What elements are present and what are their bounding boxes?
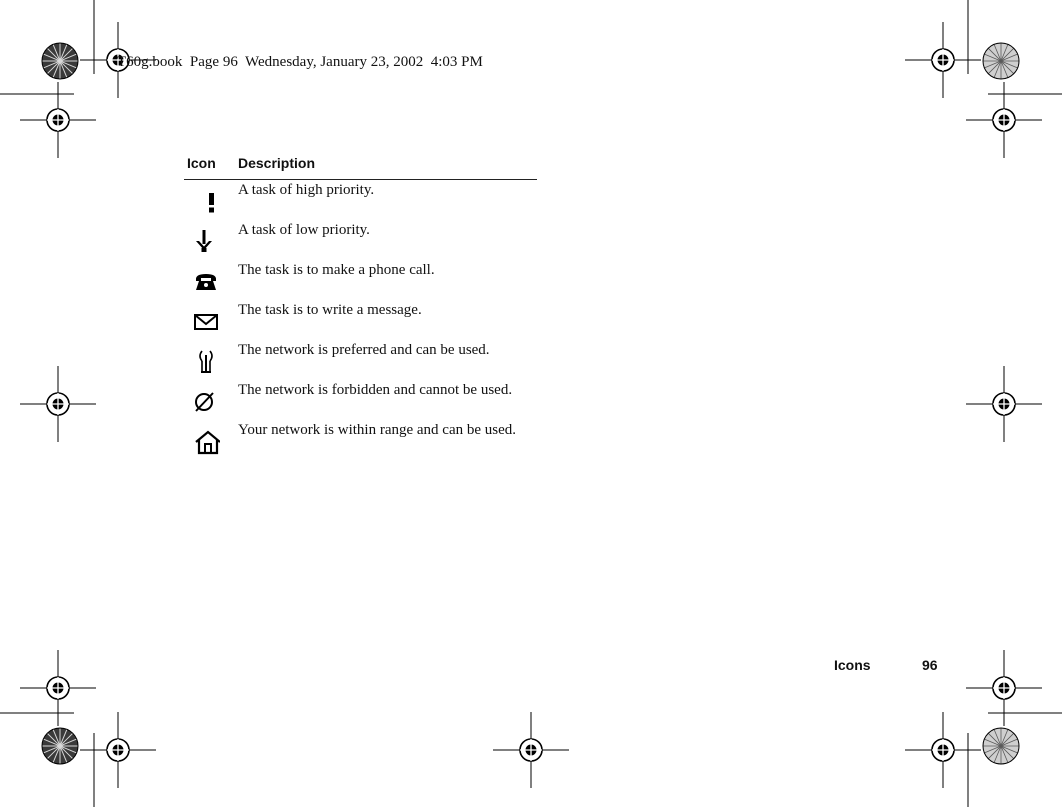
description-column-header: Description	[238, 155, 316, 171]
table-row	[184, 302, 537, 342]
phone-icon	[192, 267, 220, 295]
exclamation-icon	[192, 187, 220, 215]
row-description: A task of high priority.	[238, 182, 375, 198]
row-description: The task is to write a message.	[238, 302, 422, 318]
icon-column-header: Icon	[187, 155, 216, 171]
table-row	[184, 182, 537, 222]
table-row	[184, 342, 537, 382]
table-row	[184, 422, 537, 462]
page-number: 96	[922, 657, 938, 673]
row-description: A task of low priority.	[238, 222, 370, 238]
antenna-icon	[192, 347, 220, 375]
row-description: Your network is within range and can be used.	[238, 422, 517, 438]
header-rule	[184, 179, 537, 180]
home-icon	[192, 427, 220, 455]
envelope-icon	[192, 307, 220, 335]
row-description: The network is preferred and can be used.	[238, 342, 490, 358]
book-info-header: T60g.book Page 96 Wednesday, January 23, 2002 4:03 PM	[117, 54, 483, 70]
table-row	[184, 382, 537, 422]
row-description: The network is forbidden and cannot be used.	[238, 382, 513, 398]
section-title: Icons	[834, 657, 871, 673]
row-description: The task is to make a phone call.	[238, 262, 435, 278]
table-row	[184, 262, 537, 302]
table-row	[184, 222, 537, 262]
down-arrow-icon	[192, 227, 220, 255]
forbidden-icon	[192, 387, 220, 415]
